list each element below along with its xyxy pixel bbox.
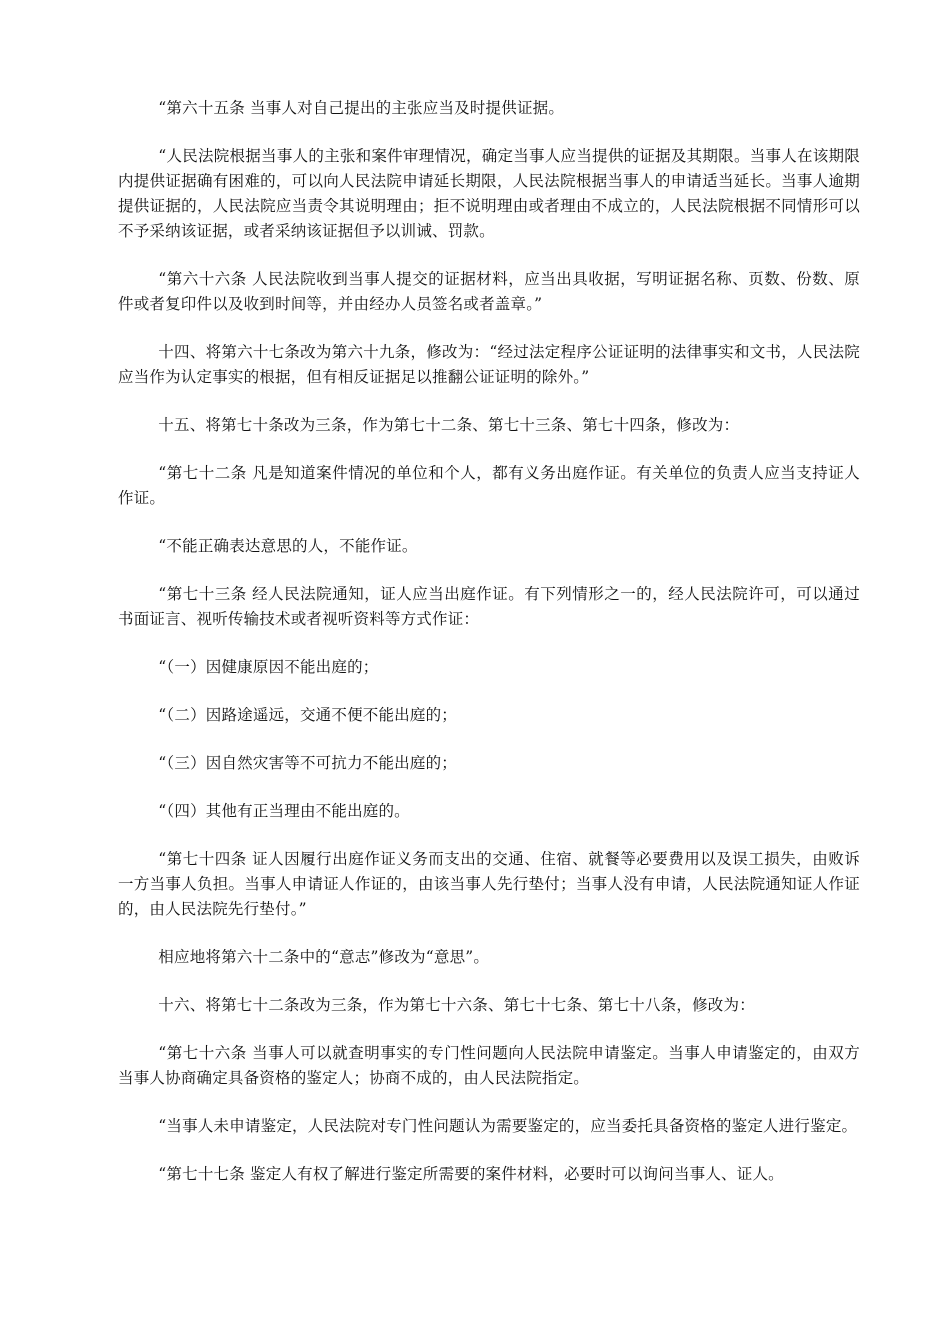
paragraph: “第七十三条 经人民法院通知，证人应当出庭作证。有下列情形之一的，经人民法院许可，可以通过书面证言、视听传输技术或者视听资料等方式作证：: [118, 585, 860, 628]
paragraph: “第六十六条 人民法院收到当事人提交的证据材料，应当出具收据，写明证据名称、页数、份数、原件或者复印件以及收到时间等，并由经办人员签名或者盖章。”: [118, 270, 860, 313]
paragraph: “第七十二条 凡是知道案件情况的单位和个人，都有义务出庭作证。有关单位的负责人应当支持证人作证。: [118, 464, 860, 507]
paragraph: “第七十六条 当事人可以就查明事实的专门性问题向人民法院申请鉴定。当事人申请鉴定的，由双方当事人协商确定具备资格的鉴定人；协商不成的，由人民法院指定。: [118, 1044, 860, 1087]
paragraph: “（四）其他有正当理由不能出庭的。: [158, 802, 410, 820]
paragraph: “（三）因自然灾害等不可抗力不能出庭的；: [158, 754, 457, 772]
document-body: [118, 96, 860, 1210]
paragraph: 十五、将第七十条改为三条，作为第七十二条、第七十三条、第七十四条，修改为：: [158, 416, 740, 434]
paragraph: 相应地将第六十二条中的“意志”修改为“意思”。: [158, 948, 490, 966]
paragraph: “第七十四条 证人因履行出庭作证义务而支出的交通、住宿、就餐等必要费用以及误工损失，由败诉一方当事人负担。当事人申请证人作证的，由该当事人先行垫付；当事人没有申请，人民法院通知证人作证的，由人民法院先行垫付。”: [118, 850, 860, 918]
paragraph: “第七十七条 鉴定人有权了解进行鉴定所需要的案件材料，必要时可以询问当事人、证人。: [158, 1165, 784, 1183]
paragraph: 十四、将第六十七条改为第六十九条，修改为：“经过法定程序公证证明的法律事实和文书，人民法院应当作为认定事实的根据，但有相反证据足以推翻公证证明的除外。”: [118, 343, 860, 386]
paragraph: “第六十五条 当事人对自己提出的主张应当及时提供证据。: [158, 99, 565, 117]
paragraph: “当事人未申请鉴定，人民法院对专门性问题认为需要鉴定的，应当委托具备资格的鉴定人进行鉴定。: [158, 1117, 858, 1135]
paragraph: “不能正确表达意思的人，不能作证。: [158, 537, 418, 555]
paragraph: “（一）因健康原因不能出庭的；: [158, 658, 379, 676]
paragraph: 十六、将第七十二条改为三条，作为第七十六条、第七十七条、第七十八条，修改为：: [158, 996, 755, 1014]
paragraph: “人民法院根据当事人的主张和案件审理情况，确定当事人应当提供的证据及其期限。当事人在该期限内提供证据确有困难的，可以向人民法院申请延长期限，人民法院根据当事人的申请适当延长。当事人逾期提供证据的，人民法院应当责令其说明理由；拒不说明理由或者理由不成立的，人民法院根据不同情形可以不予采纳该证据，或者采纳该证据但予以训诫、罚款。: [118, 147, 860, 240]
paragraph: “（二）因路途遥远，交通不便不能出庭的；: [158, 706, 457, 724]
